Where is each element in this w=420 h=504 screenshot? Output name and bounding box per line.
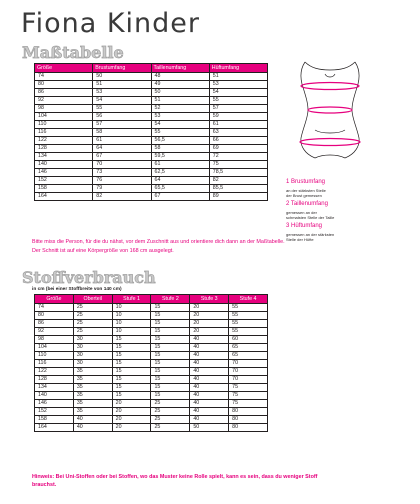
size-table-row [35, 81, 268, 89]
fabric-table-cell: 158 [35, 416, 74, 424]
size-table-cell: 82 [93, 193, 151, 201]
legend-hip-sub-2: Stelle der Hüfte [286, 237, 314, 242]
size-table-cell: 54 [93, 97, 151, 105]
size-table-row [35, 89, 268, 97]
fabric-table-cell: 10 [112, 312, 151, 320]
size-table-row [35, 169, 268, 177]
legend-hip-label: 3 Hüftumfang [286, 223, 323, 229]
size-table-cell: 152 [35, 177, 93, 185]
fabric-table-cell: 15 [112, 352, 151, 360]
fabric-table-row [35, 360, 268, 368]
fabric-table-cell: 152 [35, 408, 74, 416]
crotch-line [315, 155, 345, 158]
fabric-table-header-cell: Oberteil [73, 295, 112, 304]
size-table-row [35, 153, 268, 161]
size-table-cell: 140 [35, 161, 93, 169]
fabric-table-cell: 55 [229, 328, 268, 336]
fabric-table-cell: 80 [35, 312, 74, 320]
fabric-table-row [35, 336, 268, 344]
size-table-row [35, 105, 268, 113]
fabric-table-cell: 40 [190, 336, 229, 344]
fabric-table-cell: 30 [73, 336, 112, 344]
size-table-cell: 63 [209, 129, 267, 137]
body-measurement-figure [275, 58, 385, 164]
size-table-cell: 85,5 [209, 185, 267, 193]
fabric-table-cell: 30 [73, 344, 112, 352]
size-table-cell: 104 [35, 113, 93, 121]
fabric-table-cell: 35 [73, 408, 112, 416]
fabric-table-cell: 15 [151, 320, 190, 328]
fabric-table-cell: 15 [151, 376, 190, 384]
fabric-table-cell: 20 [112, 416, 151, 424]
size-table-cell: 61 [93, 137, 151, 145]
size-table-cell: 89 [209, 193, 267, 201]
fabric-table-cell: 40 [190, 360, 229, 368]
size-table-cell: 53 [209, 81, 267, 89]
size-table-cell: 55 [209, 97, 267, 105]
fabric-table-cell: 15 [112, 360, 151, 368]
fabric-table-cell: 104 [35, 344, 74, 352]
size-table-cell: 98 [35, 105, 93, 113]
fabric-table-cell: 15 [151, 304, 190, 312]
fabric-table-cell: 10 [112, 320, 151, 328]
fabric-table-cell: 15 [151, 328, 190, 336]
size-table-cell: 73 [93, 169, 151, 177]
fabric-table-cell: 15 [112, 344, 151, 352]
fabric-table-row [35, 408, 268, 416]
size-table-header-cell: Hüftumfang [209, 64, 267, 73]
fabric-table-cell: 55 [229, 320, 268, 328]
fabric-table-cell: 25 [73, 320, 112, 328]
fabric-table-cell: 10 [112, 328, 151, 336]
fabric-table-cell: 30 [73, 352, 112, 360]
fabric-table-cell: 70 [229, 376, 268, 384]
fabric-table-header-cell: Größe [35, 295, 74, 304]
fabric-table-cell: 35 [73, 400, 112, 408]
size-table-cell: 56 [93, 113, 151, 121]
fabric-table-cell: 25 [73, 312, 112, 320]
fabric-table-cell: 15 [112, 384, 151, 392]
size-table-cell: 51 [151, 97, 209, 105]
fabric-table-cell: 75 [229, 392, 268, 400]
fabric-table-cell: 65 [229, 344, 268, 352]
fabric-table-row [35, 352, 268, 360]
size-table-cell: 122 [35, 137, 93, 145]
waist-measure-line [308, 107, 352, 113]
fabric-table-cell: 60 [229, 336, 268, 344]
size-table-cell: 51 [209, 73, 267, 81]
legend-waist-sub-2: schmalsten Stelle der Taille [286, 215, 335, 220]
fabric-hint: Hinweis: Bei Uni-Stoffen oder bei Stoffen, wo das Muster keine Rolle spielt, kann es sein, dass du weniger Stoff brauchst. [32, 474, 318, 488]
size-table-cell: 50 [151, 89, 209, 97]
size-table-title: Maßtabelle [22, 43, 124, 62]
fabric-table-cell: 15 [112, 368, 151, 376]
fabric-table-cell: 25 [151, 400, 190, 408]
size-table-cell: 69 [209, 145, 267, 153]
fabric-table-cell: 40 [190, 384, 229, 392]
fabric-table-cell: 40 [73, 416, 112, 424]
fabric-table-header-row [35, 295, 268, 304]
legend-waist-label: 2 Taillenumfang [286, 201, 328, 207]
size-table-header-cell: Größe [35, 64, 93, 73]
fabric-table-cell: 98 [35, 336, 74, 344]
size-table-cell: 55 [93, 105, 151, 113]
size-table-row [35, 73, 268, 81]
fabric-table-cell: 80 [229, 416, 268, 424]
size-table-cell: 57 [209, 105, 267, 113]
fabric-table-cell: 15 [112, 376, 151, 384]
fabric-table-row [35, 400, 268, 408]
size-table-cell: 50 [93, 73, 151, 81]
legend-waist-sub-1: gemessen an der [286, 210, 317, 215]
fabric-table-cell: 25 [73, 328, 112, 336]
fabric-table-cell: 140 [35, 392, 74, 400]
size-table-cell: 62,5 [151, 169, 209, 177]
fabric-table-cell: 122 [35, 368, 74, 376]
fabric-table-cell: 20 [112, 400, 151, 408]
size-table-cell: 65,5 [151, 185, 209, 193]
size-table-cell: 61 [151, 161, 209, 169]
legend-bust-label: 1 Brustumfang [286, 179, 326, 185]
belly-detail [315, 130, 345, 133]
size-table-cell: 54 [209, 89, 267, 97]
fabric-table-header-cell: Stufe 4 [229, 295, 268, 304]
size-table-cell: 79 [93, 185, 151, 193]
fabric-table-row [35, 312, 268, 320]
size-table-cell: 64 [93, 145, 151, 153]
fabric-table-cell: 55 [229, 312, 268, 320]
legend-hip-sub-1: gemessen an der stärksten [286, 232, 335, 237]
fabric-table-cell: 70 [229, 368, 268, 376]
fabric-table-cell: 15 [112, 336, 151, 344]
fabric-table-cell: 40 [190, 368, 229, 376]
fabric-table-cell: 92 [35, 328, 74, 336]
fabric-table-cell: 40 [190, 344, 229, 352]
fabric-table-subtitle: in cm (bei einer Stoffbreite von 140 cm) [32, 287, 122, 292]
size-table-cell: 56,5 [151, 137, 209, 145]
size-table-cell: 80 [35, 81, 93, 89]
fabric-table-cell: 25 [151, 416, 190, 424]
size-table-cell: 54 [151, 121, 209, 129]
fabric-table-cell: 116 [35, 360, 74, 368]
fabric-table-cell: 75 [229, 384, 268, 392]
fabric-table-cell: 55 [229, 304, 268, 312]
fabric-table-cell: 35 [73, 376, 112, 384]
size-table-cell: 74 [35, 73, 93, 81]
fabric-table-cell: 25 [73, 304, 112, 312]
fabric-table-cell: 25 [151, 424, 190, 432]
fabric-table-cell: 20 [190, 328, 229, 336]
fabric-table-header-cell: Stufe 1 [112, 295, 151, 304]
size-table-cell: 58 [151, 145, 209, 153]
fabric-table-row [35, 392, 268, 400]
fabric-table-cell: 75 [229, 400, 268, 408]
size-table-cell: 116 [35, 129, 93, 137]
size-table-header-cell: Brustumfang [93, 64, 151, 73]
size-table-row [35, 193, 268, 201]
size-table-cell: 59 [209, 113, 267, 121]
size-table-row [35, 97, 268, 105]
size-table-header-row [35, 64, 268, 73]
fabric-table-cell: 20 [190, 312, 229, 320]
fabric-table-cell: 146 [35, 400, 74, 408]
size-table-cell: 53 [151, 113, 209, 121]
size-table-cell: 67 [151, 193, 209, 201]
size-table-cell: 72 [209, 153, 267, 161]
fabric-table-cell: 40 [190, 352, 229, 360]
fabric-table-cell: 30 [73, 360, 112, 368]
fabric-table-cell: 65 [229, 352, 268, 360]
fabric-table-cell: 164 [35, 424, 74, 432]
fabric-table-cell: 70 [229, 360, 268, 368]
fabric-table-cell: 15 [151, 368, 190, 376]
fabric-table-cell: 128 [35, 376, 74, 384]
neck-detail [325, 74, 335, 77]
size-table-cell: 76 [93, 177, 151, 185]
size-table-cell: 92 [35, 97, 93, 105]
fabric-table-title: Stoffverbrauch [22, 268, 156, 287]
fabric-table-cell: 80 [229, 408, 268, 416]
fabric-table-cell: 15 [151, 336, 190, 344]
size-table-cell: 128 [35, 145, 93, 153]
size-table-row [35, 113, 268, 121]
bust-measure-line [301, 83, 359, 90]
fabric-table-cell: 80 [229, 424, 268, 432]
fabric-table-cell: 134 [35, 384, 74, 392]
fabric-table-cell: 15 [151, 312, 190, 320]
fabric-table-cell: 15 [151, 384, 190, 392]
size-table-cell: 75 [209, 161, 267, 169]
brand-logo: Fiona Kinder [21, 8, 200, 39]
size-table-cell: 53 [93, 89, 151, 97]
size-table-row [35, 177, 268, 185]
fabric-table-cell: 40 [190, 408, 229, 416]
fabric-table-row [35, 320, 268, 328]
fabric-table-row [35, 416, 268, 424]
size-table-cell: 55 [151, 129, 209, 137]
legend-bust-sub-2: der Brust gemessen [286, 193, 322, 198]
fabric-table-cell: 35 [73, 384, 112, 392]
measure-instruction: Bitte miss die Person, für die du nähst, vor dem Zuschnitt aus und orientiere dich dann an der Maßtabelle. [32, 239, 285, 245]
fabric-table-cell: 40 [73, 424, 112, 432]
size-table-cell: 66 [209, 137, 267, 145]
size-table-cell: 64 [151, 177, 209, 185]
fabric-table-cell: 10 [112, 304, 151, 312]
fabric-table-cell: 40 [190, 376, 229, 384]
fabric-table-cell: 40 [190, 400, 229, 408]
fabric-table-row [35, 368, 268, 376]
size-table-cell: 164 [35, 193, 93, 201]
size-table-row [35, 185, 268, 193]
size-table-row [35, 129, 268, 137]
size-table-cell: 61 [209, 121, 267, 129]
size-table-row [35, 145, 268, 153]
fabric-table-header-cell: Stufe 2 [151, 295, 190, 304]
fabric-table-cell: 40 [190, 392, 229, 400]
size-table [34, 63, 268, 201]
fabric-table-cell: 35 [73, 392, 112, 400]
fabric-table-row [35, 384, 268, 392]
size-table-cell: 48 [151, 73, 209, 81]
fabric-table-cell: 74 [35, 304, 74, 312]
fabric-table-cell: 50 [190, 424, 229, 432]
size-table-cell: 110 [35, 121, 93, 129]
size-table-cell: 51 [93, 81, 151, 89]
fabric-table-header-cell: Stufe 3 [190, 295, 229, 304]
size-table-cell: 57 [93, 121, 151, 129]
fabric-table-cell: 15 [151, 392, 190, 400]
fabric-table-cell: 15 [151, 352, 190, 360]
size-table-header-cell: Taillenumfang [151, 64, 209, 73]
fabric-table-cell: 15 [151, 360, 190, 368]
size-table-row [35, 137, 268, 145]
fabric-table-cell: 86 [35, 320, 74, 328]
size-table-cell: 146 [35, 169, 93, 177]
fabric-table-row [35, 344, 268, 352]
fabric-table-cell: 40 [190, 416, 229, 424]
size-table-cell: 70 [93, 161, 151, 169]
fabric-table-cell: 20 [112, 424, 151, 432]
shoulder-line [305, 62, 355, 70]
size-table-row [35, 121, 268, 129]
size-table-cell: 86 [35, 89, 93, 97]
fabric-table-cell: 25 [151, 408, 190, 416]
height-note: Der Schnitt ist auf eine Körpergröße von 168 cm ausgelegt. [32, 248, 174, 254]
fabric-table-cell: 110 [35, 352, 74, 360]
fabric-table-row [35, 304, 268, 312]
size-table-cell: 158 [35, 185, 93, 193]
fabric-table-cell: 20 [112, 408, 151, 416]
fabric-table-cell: 15 [112, 392, 151, 400]
hip-measure-line [300, 139, 360, 146]
legend-bust-sub-1: an der stärksten Stelle [286, 188, 326, 193]
fabric-table-row [35, 424, 268, 432]
size-table-cell: 49 [151, 81, 209, 89]
size-table-cell: 58 [93, 129, 151, 137]
size-table-cell: 78,5 [209, 169, 267, 177]
fabric-table-cell: 15 [151, 344, 190, 352]
size-table-row [35, 161, 268, 169]
size-table-cell: 82 [209, 177, 267, 185]
size-table-cell: 59,5 [151, 153, 209, 161]
fabric-table-cell: 20 [190, 304, 229, 312]
fabric-table-cell: 20 [190, 320, 229, 328]
fabric-table [34, 294, 268, 432]
size-table-cell: 67 [93, 153, 151, 161]
fabric-table-cell: 35 [73, 368, 112, 376]
fabric-table-row [35, 376, 268, 384]
fabric-table-row [35, 328, 268, 336]
size-table-cell: 52 [151, 105, 209, 113]
size-table-cell: 134 [35, 153, 93, 161]
